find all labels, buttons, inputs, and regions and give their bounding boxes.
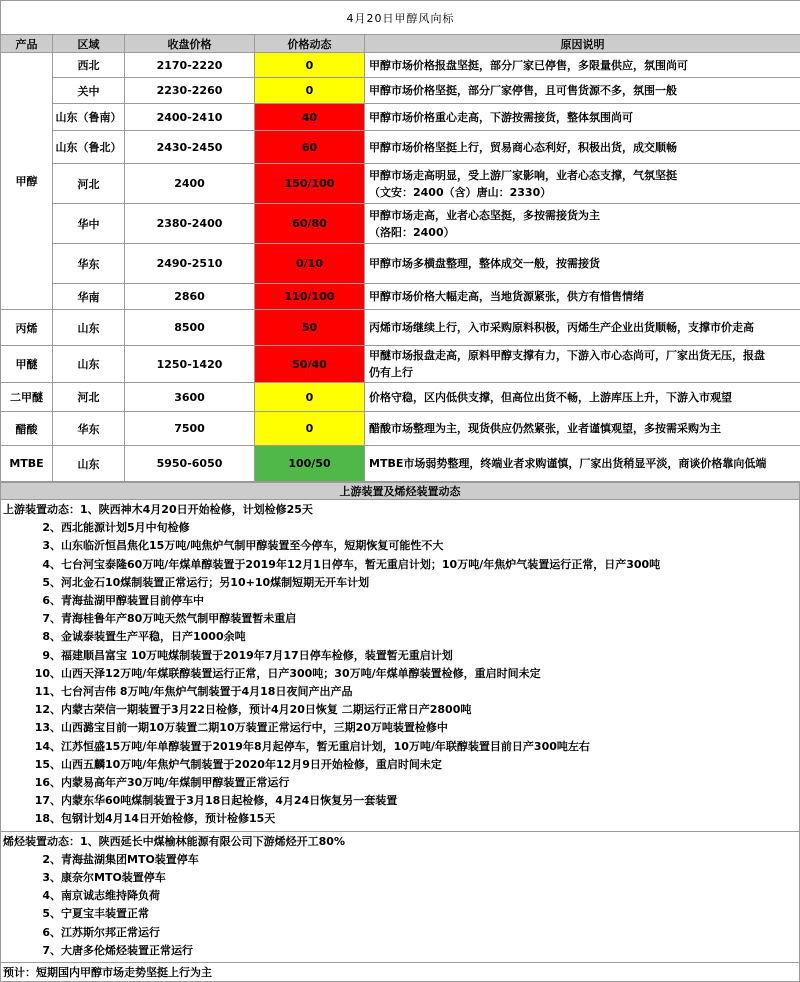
change-cell: 50/40 bbox=[255, 346, 365, 383]
reason-line: 甲醇市场多横盘整理，整体成交一般，按需接货 bbox=[369, 255, 800, 272]
list-item bbox=[3, 701, 799, 719]
table-row bbox=[1, 446, 800, 482]
item-text: 内蒙易高年产30万吨/年煤制甲醇装置正常运行 bbox=[61, 776, 289, 789]
reason-line: 甲醇市场价格报盘坚挺，部分厂家已停售，多限量供应，氛围尚可 bbox=[369, 57, 800, 74]
table-row bbox=[1, 383, 800, 412]
reason-line: 甲醇市场走高明显，受上游厂家影响，业者心态支撑，气氛坚挺 bbox=[369, 167, 800, 184]
change-cell: 0 bbox=[255, 412, 365, 446]
item-number: 2、 bbox=[3, 851, 61, 869]
price-cell: 1250-1420 bbox=[125, 346, 255, 383]
table-row bbox=[1, 346, 800, 383]
item-text: 青海盐湖集团MTO装置停车 bbox=[61, 853, 199, 866]
list-item bbox=[3, 738, 799, 756]
item-number: 4、 bbox=[3, 556, 61, 574]
reason-text bbox=[365, 204, 800, 244]
reason-text bbox=[365, 244, 800, 284]
change-cell: 0 bbox=[255, 383, 365, 412]
table-row bbox=[1, 164, 800, 204]
item-text: 七台河吉伟 8万吨/年焦炉气制装置于4月18日夜间产出产品 bbox=[61, 685, 352, 698]
change-cell: 0 bbox=[255, 78, 365, 104]
list-item bbox=[3, 942, 799, 960]
item-number: 7、 bbox=[3, 610, 61, 628]
item-number: 10、 bbox=[3, 665, 61, 683]
list-item bbox=[3, 665, 799, 683]
item-number: 11、 bbox=[3, 683, 61, 701]
region-cell: 山东（鲁北） bbox=[53, 131, 125, 164]
list-item bbox=[3, 924, 799, 942]
item-number: 1、 bbox=[80, 503, 99, 516]
header-product: 产品 bbox=[1, 35, 53, 53]
header-region: 区域 bbox=[53, 35, 125, 53]
reason-text bbox=[365, 284, 800, 310]
upstream-list bbox=[1, 500, 800, 832]
page-title: 4月20日甲醇风向标 bbox=[1, 1, 800, 35]
list-item bbox=[3, 556, 799, 574]
item-text: 河北金石10煤制装置正常运行；另10+10煤制短期无开车计划 bbox=[61, 576, 369, 589]
list-item bbox=[3, 537, 799, 555]
item-number: 12、 bbox=[3, 701, 61, 719]
list-item bbox=[3, 683, 799, 701]
reason-line: 甲醇市场价格重心走高，下游按需接货，整体氛围尚可 bbox=[369, 109, 800, 126]
table-row bbox=[1, 244, 800, 284]
item-number: 17、 bbox=[3, 792, 61, 810]
price-cell: 3600 bbox=[125, 383, 255, 412]
item-text: 江苏恒盛15万吨/年单醇装置于2019年8月起停车，暂无重启计划，10万吨/年联醇装置目前日产300吨左右 bbox=[61, 740, 590, 753]
item-text: 山东临沂恒昌焦化15万吨/吨焦炉气制甲醇装置至今停车，短期恢复可能性不大 bbox=[61, 539, 443, 552]
product-cell: 醋酸 bbox=[1, 412, 53, 446]
list-item bbox=[3, 887, 799, 905]
item-number: 4、 bbox=[3, 887, 61, 905]
product-cell: 二甲醚 bbox=[1, 383, 53, 412]
price-cell: 7500 bbox=[125, 412, 255, 446]
price-cell: 2400 bbox=[125, 164, 255, 204]
list-item bbox=[3, 719, 799, 737]
item-text: 陕西神木4月20日开始检修，计划检修25天 bbox=[99, 503, 313, 516]
forecast: 预计：短期国内甲醇市场走势坚挺上行为主 bbox=[1, 963, 800, 982]
product-cell: 甲醚 bbox=[1, 346, 53, 383]
item-number: 1、 bbox=[80, 835, 99, 848]
item-text: 内蒙东华60吨煤制装置于3月18日起检修，4月24日恢复另一套装置 bbox=[61, 794, 397, 807]
item-number: 3、 bbox=[3, 537, 61, 555]
item-text: 康奈尔MTO装置停车 bbox=[61, 871, 166, 884]
reason-line: 甲醇市场价格坚挺上行，贸易商心态利好，积极出货，成交顺畅 bbox=[369, 139, 800, 156]
reason-line: （文安：2400（含）唐山：2330） bbox=[369, 184, 800, 201]
item-number: 5、 bbox=[3, 905, 61, 923]
price-cell: 2230-2260 bbox=[125, 78, 255, 104]
region-cell: 河北 bbox=[53, 164, 125, 204]
item-text: 山西天泽12万吨/年煤联醇装置运行正常，日产300吨；30万吨/年煤单醇装置检修，重启时间未定 bbox=[61, 667, 541, 680]
list-item bbox=[3, 833, 799, 851]
reason-line: 仍有上行 bbox=[369, 364, 800, 381]
region-cell: 山东 bbox=[53, 346, 125, 383]
product-cell: 丙烯 bbox=[1, 310, 53, 346]
change-cell: 40 bbox=[255, 104, 365, 131]
reason-line: （洛阳：2400） bbox=[369, 224, 800, 241]
table-row bbox=[1, 284, 800, 310]
list-item bbox=[3, 756, 799, 774]
reason-line: 醋酸市场整理为主，现货供应仍然紧张，业者谨慎观望，多按需采购为主 bbox=[369, 420, 800, 437]
list-item bbox=[3, 869, 799, 887]
reason-text bbox=[365, 310, 800, 346]
list-item bbox=[3, 905, 799, 923]
price-cell: 2430-2450 bbox=[125, 131, 255, 164]
region-cell: 山东（鲁南） bbox=[53, 104, 125, 131]
price-cell: 2380-2400 bbox=[125, 204, 255, 244]
item-number: 6、 bbox=[3, 924, 61, 942]
header-reason: 原因说明 bbox=[365, 35, 800, 53]
list-item bbox=[3, 592, 799, 610]
change-cell: 60 bbox=[255, 131, 365, 164]
region-cell: 关中 bbox=[53, 78, 125, 104]
reason-line: 甲醇市场价格坚挺，部分厂家停售，且可售货源不多，氛围一般 bbox=[369, 82, 800, 99]
item-text: 西北能源计划5月中旬检修 bbox=[61, 521, 190, 534]
region-cell: 西北 bbox=[53, 53, 125, 78]
price-cell: 2170-2220 bbox=[125, 53, 255, 78]
section-label: 上游装置动态： bbox=[3, 503, 80, 516]
list-item bbox=[3, 851, 799, 869]
item-text: 南京诚志维持降负荷 bbox=[61, 889, 160, 902]
item-text: 江苏斯尔邦正常运行 bbox=[61, 926, 160, 939]
item-text: 宁夏宝丰装置正常 bbox=[61, 907, 149, 920]
item-number: 9、 bbox=[3, 647, 61, 665]
item-number: 14、 bbox=[3, 738, 61, 756]
item-number: 15、 bbox=[3, 756, 61, 774]
product-cell: 甲醇 bbox=[1, 53, 53, 310]
item-text: 包钢计划4月14日开始检修，预计检修15天 bbox=[61, 812, 275, 825]
item-number: 5、 bbox=[3, 574, 61, 592]
region-cell: 华东 bbox=[53, 244, 125, 284]
reason-text bbox=[365, 412, 800, 446]
reason-text bbox=[365, 78, 800, 104]
list-item bbox=[3, 501, 799, 519]
reason-line: MTBE市场弱势整理，终端业者求购谨慎，厂家出货稍显平淡，商谈价格靠向低端 bbox=[369, 455, 800, 472]
change-cell: 50 bbox=[255, 310, 365, 346]
item-number: 18、 bbox=[3, 810, 61, 828]
price-cell: 8500 bbox=[125, 310, 255, 346]
header-change: 价格动态 bbox=[255, 35, 365, 53]
section-band: 上游装置及烯烃装置动态 bbox=[1, 483, 800, 500]
table-row bbox=[1, 53, 800, 78]
change-cell: 0 bbox=[255, 53, 365, 78]
price-table bbox=[0, 0, 800, 482]
item-text: 福建顺昌富宝 10万吨煤制装置于2019年7月17日停车检修，装置暂无重启计划 bbox=[61, 649, 453, 662]
list-item bbox=[3, 628, 799, 646]
item-text: 金诚泰装置生产平稳，日产1000余吨 bbox=[61, 630, 246, 643]
region-cell: 河北 bbox=[53, 383, 125, 412]
price-cell: 2860 bbox=[125, 284, 255, 310]
item-text: 青海桂鲁年产80万吨天然气制甲醇装置暂未重启 bbox=[61, 612, 296, 625]
reason-line: 丙烯市场继续上行，入市采购原料积极，丙烯生产企业出货顺畅，支撑市价走高 bbox=[369, 319, 800, 336]
reason-text bbox=[365, 104, 800, 131]
reason-text bbox=[365, 346, 800, 383]
item-text: 山西五麟10万吨/年焦炉气制装置于2020年12月9日开始检修，重启时间未定 bbox=[61, 758, 442, 771]
product-cell: MTBE bbox=[1, 446, 53, 482]
reason-text bbox=[365, 53, 800, 78]
list-item bbox=[3, 610, 799, 628]
table-row bbox=[1, 104, 800, 131]
header-price: 收盘价格 bbox=[125, 35, 255, 53]
region-cell: 华南 bbox=[53, 284, 125, 310]
reason-text bbox=[365, 131, 800, 164]
table-header bbox=[1, 35, 800, 53]
list-item bbox=[3, 810, 799, 828]
device-dynamics-table bbox=[0, 482, 800, 982]
item-number: 8、 bbox=[3, 628, 61, 646]
region-cell: 华东 bbox=[53, 412, 125, 446]
reason-line: 甲醇市场走高，业者心态坚挺，多按需接货为主 bbox=[369, 207, 800, 224]
reason-text bbox=[365, 164, 800, 204]
change-cell: 110/100 bbox=[255, 284, 365, 310]
reason-line: 甲醇市场价格大幅走高，当地货源紧张，供方有惜售情绪 bbox=[369, 288, 800, 305]
item-number: 6、 bbox=[3, 592, 61, 610]
list-item bbox=[3, 792, 799, 810]
table-row bbox=[1, 310, 800, 346]
region-cell: 山东 bbox=[53, 446, 125, 482]
list-item bbox=[3, 519, 799, 537]
item-number: 3、 bbox=[3, 869, 61, 887]
price-cell: 2490-2510 bbox=[125, 244, 255, 284]
change-cell: 100/50 bbox=[255, 446, 365, 482]
item-text: 大唐多伦烯烃装置正常运行 bbox=[61, 944, 193, 957]
reason-text bbox=[365, 383, 800, 412]
table-row bbox=[1, 131, 800, 164]
item-number: 16、 bbox=[3, 774, 61, 792]
item-text: 七台河宝泰隆60万吨/年煤单醇装置于2019年12月1日停车，暂无重启计划；10万吨/年焦炉气装置运行正常，日产300吨 bbox=[61, 558, 660, 571]
item-text: 青海盐湖甲醇装置目前停车中 bbox=[61, 594, 204, 607]
list-item bbox=[3, 774, 799, 792]
table-row bbox=[1, 204, 800, 244]
reason-line: 甲醚市场报盘走高，原料甲醇支撑有力，下游入市心态尚可，厂家出货无压，报盘 bbox=[369, 347, 800, 364]
table-row bbox=[1, 78, 800, 104]
item-text: 山西潞宝目前一期10万装置二期10万装置正常运行中，三期20万吨装置检修中 bbox=[61, 721, 448, 734]
region-cell: 华中 bbox=[53, 204, 125, 244]
list-item bbox=[3, 574, 799, 592]
price-cell: 2400-2410 bbox=[125, 104, 255, 131]
item-number: 13、 bbox=[3, 719, 61, 737]
reason-line: 价格守稳，区内低供支撑，但高位出货不畅，上游库压上升，下游入市观望 bbox=[369, 389, 800, 406]
list-item bbox=[3, 647, 799, 665]
change-cell: 0/10 bbox=[255, 244, 365, 284]
item-text: 内蒙古荣信一期装置于3月22日检修，预计4月20日恢复 二期运行正常日产2800吨 bbox=[61, 703, 471, 716]
item-number: 7、 bbox=[3, 942, 61, 960]
change-cell: 60/80 bbox=[255, 204, 365, 244]
table-row bbox=[1, 412, 800, 446]
change-cell: 150/100 bbox=[255, 164, 365, 204]
item-number: 2、 bbox=[3, 519, 61, 537]
item-text: 陕西延长中煤榆林能源有限公司下游烯烃开工80% bbox=[99, 835, 345, 848]
region-cell: 山东 bbox=[53, 310, 125, 346]
section-label: 烯烃装置动态： bbox=[3, 835, 80, 848]
reason-text bbox=[365, 446, 800, 482]
price-cell: 5950-6050 bbox=[125, 446, 255, 482]
